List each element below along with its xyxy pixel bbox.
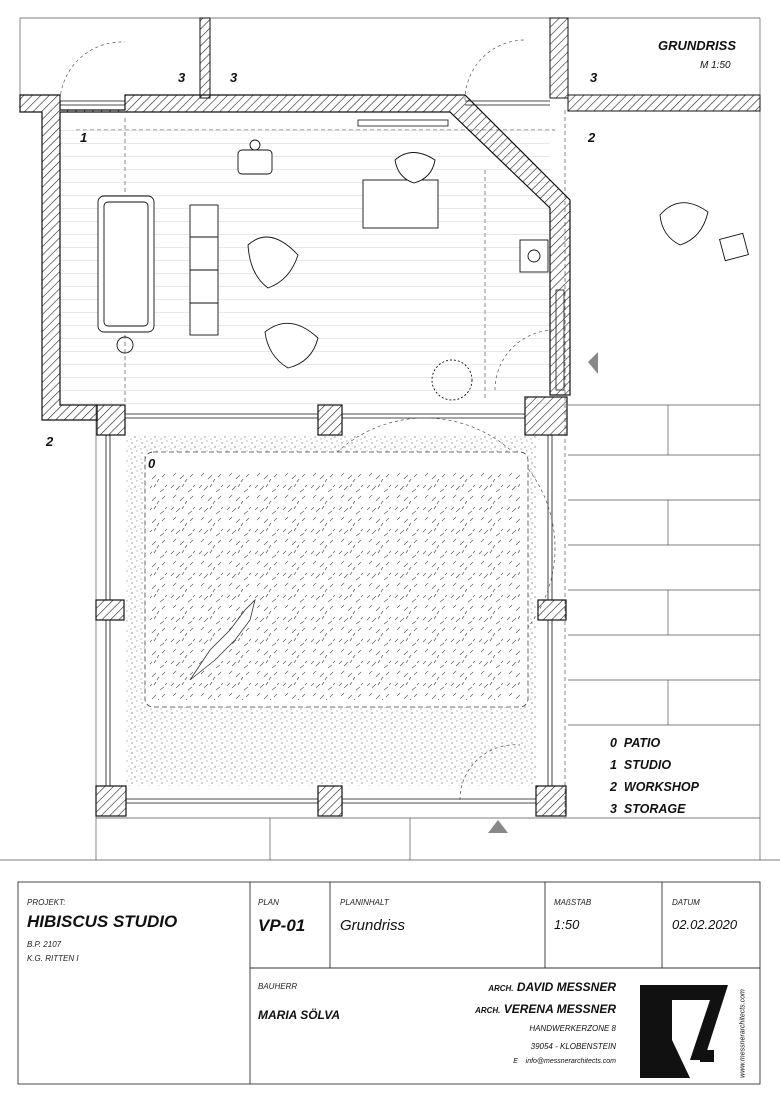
room-label-workshop: 2 <box>588 130 596 145</box>
room-label-patio: 0 <box>148 456 156 471</box>
room-label-workshop: 2 <box>46 434 54 449</box>
room-label-storage: 3 <box>230 70 238 85</box>
project-kg: K.G. RITTEN I <box>27 954 79 963</box>
entry-arrow <box>588 352 598 374</box>
client-label: BAUHERR <box>258 982 298 991</box>
legend-item: 0 PATIO <box>610 736 661 750</box>
scale-label: MAßSTAB <box>554 898 592 907</box>
project-label: PROJEKT: <box>27 898 66 907</box>
plan-label: PLAN <box>258 898 279 907</box>
address-line-1: HANDWERKERZONE 8 <box>529 1024 616 1033</box>
room-label-storage: 3 <box>590 70 598 85</box>
content-value: Grundriss <box>340 917 406 934</box>
address-line-2: 39054 - KLOBENSTEIN <box>530 1042 616 1051</box>
room-label-storage: 3 <box>178 70 186 85</box>
plan-scale: M 1:50 <box>700 60 731 71</box>
entry-arrow-south <box>488 820 508 833</box>
legend-item: 1 STUDIO <box>610 758 672 772</box>
date-value: 02.02.2020 <box>672 917 738 932</box>
legend-item: 2 WORKSHOP <box>610 780 699 794</box>
room-label-studio: 1 <box>80 130 88 145</box>
content-label: PLANINHALT <box>340 898 389 907</box>
email-line: E info@messnerarchitects.com <box>513 1058 616 1065</box>
project-name: HIBISCUS STUDIO <box>27 912 178 931</box>
email-link[interactable]: info@messnerarchitects.com <box>525 1058 616 1065</box>
plan-title: GRUNDRISS <box>658 38 737 53</box>
website-vertical[interactable]: www.messnerarchitects.com <box>739 989 747 1078</box>
scale-value: 1:50 <box>554 917 580 932</box>
legend-item: 3 STORAGE <box>610 802 686 816</box>
project-bp: B.P. 2107 <box>27 940 62 949</box>
logo <box>640 985 728 1078</box>
client-value: MARIA SÖLVA <box>258 1008 341 1022</box>
architect-1: ARCH. DAVID MESSNER <box>488 980 616 994</box>
architect-2: ARCH. VERENA MESSNER <box>475 1002 616 1016</box>
plan-value: VP-01 <box>258 916 306 935</box>
date-label: DATUM <box>672 898 700 907</box>
